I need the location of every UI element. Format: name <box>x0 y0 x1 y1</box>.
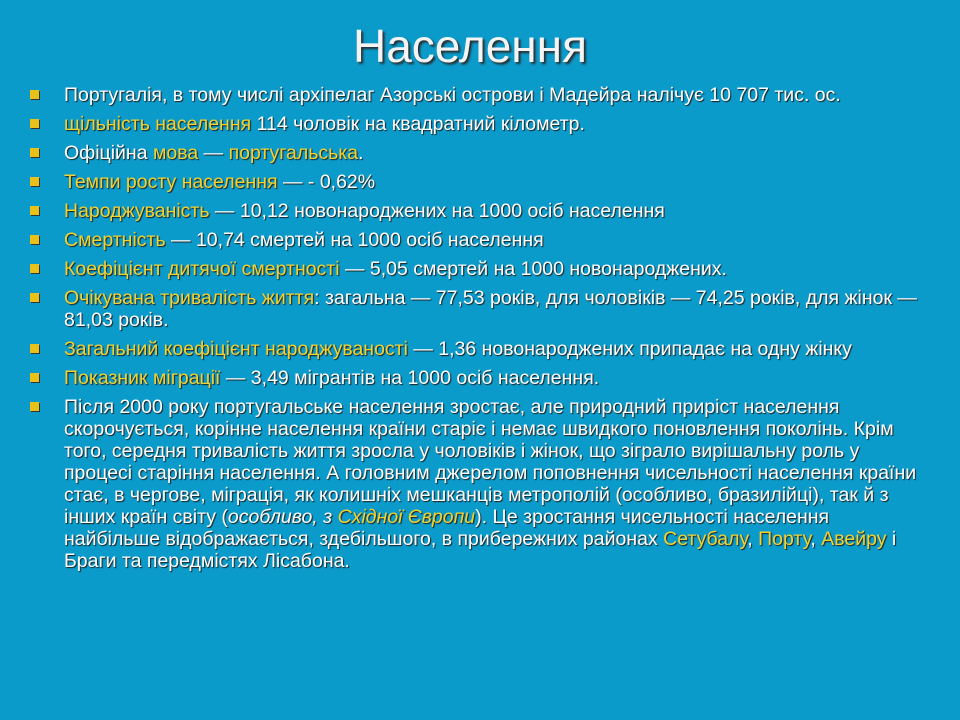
highlighted-term[interactable]: Коефіцієнт дитячої смертності <box>64 258 340 280</box>
square-bullet-icon <box>30 177 39 186</box>
slide-title: Населення <box>353 20 587 72</box>
bullet-item <box>0 396 960 572</box>
square-bullet-icon <box>30 90 39 99</box>
highlighted-term[interactable]: Очікувана тривалість життя <box>64 287 315 309</box>
bullet-item <box>0 338 960 360</box>
bullet-text: — 10,12 новонароджених на 1000 осіб населення <box>209 200 665 222</box>
highlighted-term[interactable]: Народжуваність <box>64 200 210 222</box>
bullet-text: — 1,36 новонароджених припадає на одну жінку <box>407 338 852 360</box>
bullet-text: і Браги та передмістях Лісабона. <box>64 528 897 572</box>
square-bullet-icon <box>30 148 39 157</box>
square-bullet-icon <box>30 119 39 128</box>
highlighted-term[interactable]: Сетубалу <box>663 528 748 550</box>
bullet-text: — <box>198 142 229 164</box>
highlighted-term[interactable]: Порту <box>758 528 811 550</box>
bullet-text: 114 чоловік на квадратний кілометр. <box>256 113 585 135</box>
square-bullet-icon <box>30 402 39 411</box>
bullet-item <box>0 367 960 389</box>
square-bullet-icon <box>30 344 39 353</box>
bullet-text: — 5,05 смертей на 1000 новонароджених. <box>339 258 727 280</box>
bullet-text: — 10,74 смертей на 1000 осіб населення <box>165 229 544 251</box>
bullet-item <box>0 229 960 251</box>
bullet-item <box>0 258 960 280</box>
square-bullet-icon <box>30 293 39 302</box>
bullet-text: — - 0,62% <box>277 171 376 193</box>
highlighted-term[interactable]: Темпи росту населення <box>64 171 278 193</box>
bullet-item <box>0 142 960 164</box>
square-bullet-icon <box>30 206 39 215</box>
highlighted-term[interactable]: мова <box>152 142 199 164</box>
bullet-text: Після 2000 року португальське населення зростає, але природний приріст населення скорочується, корінне населення країни старіє і немає швидкого поновлення поколінь. Крім того, середня тривалість життя зросла у чоловіків і жінок, що зіграло вирішальну роль у процесі старіння населення. А головним джерелом поповнення чисельності населення країни стає, в чергове, міграція, як колишніх мешканців метрополій (особливо, бразилійці), так й з інших країн світу ( <box>64 396 917 528</box>
bullet-text: ). Це зростання чисельності населення найбільше відображається, здебільшого, в прибережних районах <box>64 506 830 550</box>
bullet-item <box>0 113 960 135</box>
square-bullet-icon <box>30 264 39 273</box>
highlighted-term[interactable]: Смертність <box>64 229 166 251</box>
highlighted-term[interactable]: Авейру <box>821 528 887 550</box>
highlighted-term[interactable]: Показник міграції <box>64 367 221 389</box>
highlighted-term[interactable]: португальська <box>228 142 359 164</box>
bullet-text: . <box>358 142 364 164</box>
highlighted-term[interactable]: Східної Європи <box>337 506 476 528</box>
bullet-item <box>0 287 960 331</box>
highlighted-term[interactable]: щільність населення <box>64 113 257 135</box>
bullet-text: : загальна — 77,53 років, для чоловіків — 74,25 років, для жінок — 81,03 років. <box>64 287 917 331</box>
bullet-text: Португалія, в тому числі архіпелаг Азорські острови і Мадейра налічує 10 707 тис. ос. <box>64 84 841 106</box>
square-bullet-icon <box>30 373 39 382</box>
bullet-text: особливо, з <box>227 506 338 528</box>
bullet-item <box>0 84 960 106</box>
bullet-text: , <box>810 528 822 550</box>
square-bullet-icon <box>30 235 39 244</box>
highlighted-term[interactable]: Загальний коефіцієнт народжуваності <box>64 338 408 360</box>
bullet-item <box>0 200 960 222</box>
bullet-text: , <box>747 528 759 550</box>
bullet-text: — 3,49 мігрантів на 1000 осіб населення. <box>220 367 600 389</box>
bullet-list <box>0 84 960 579</box>
bullet-text: Офіційна <box>64 142 153 164</box>
bullet-item <box>0 171 960 193</box>
